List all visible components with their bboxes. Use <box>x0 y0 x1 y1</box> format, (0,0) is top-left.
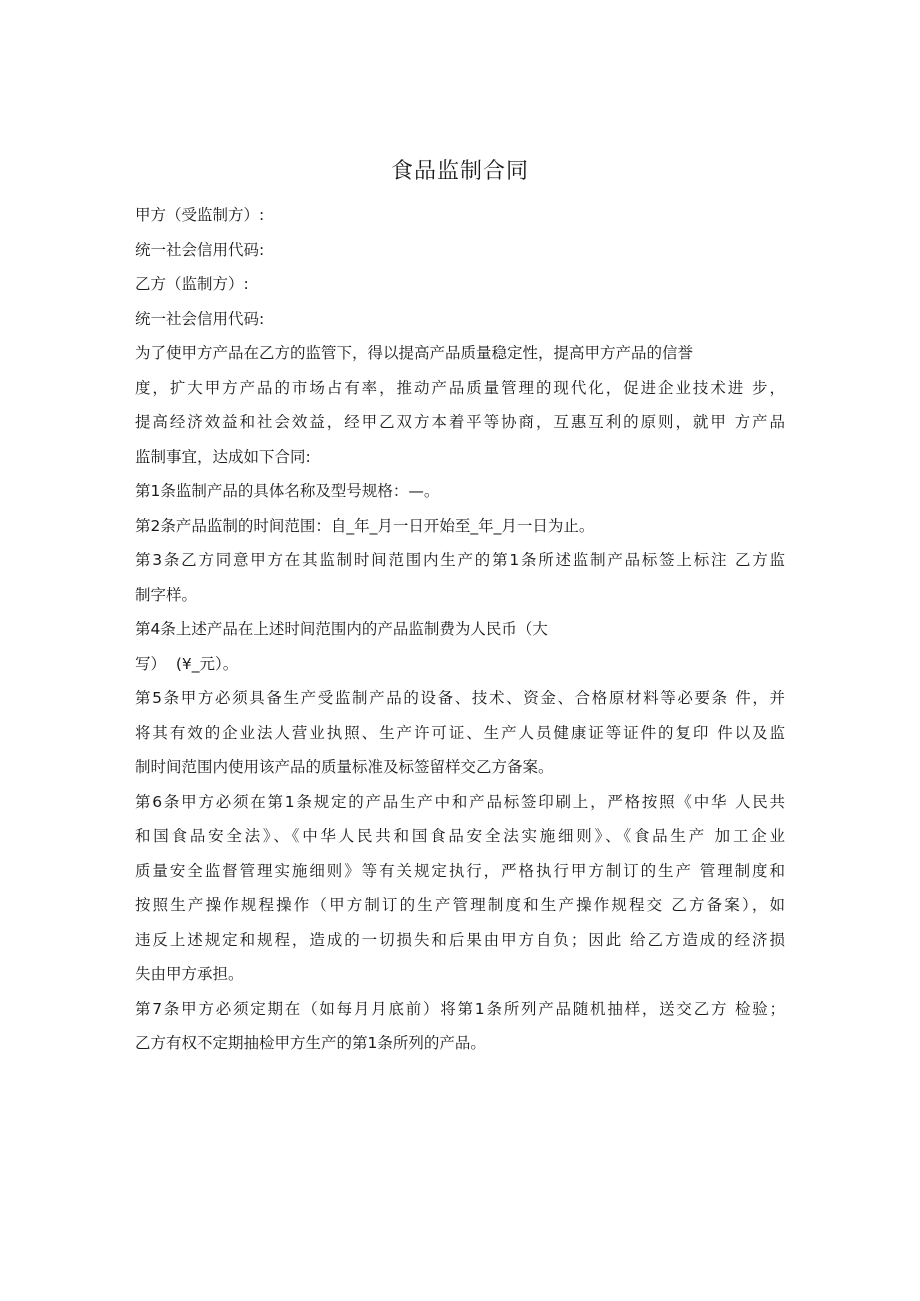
contract-line: 写） (¥_元）。 <box>135 654 239 673</box>
contract-line: 违反上述规定和规程，造成的一切损失和后果由甲方自负；因此 给乙方造成的经济损 <box>135 930 785 949</box>
contract-line: 监制事宜，达成如下合同: <box>135 447 311 466</box>
contract-line: 第7条甲方必须定期在（如每月月底前）将第1条所列产品随机抽样，送交乙方 检验； <box>135 999 785 1018</box>
contract-line: 第4条上述产品在上述时间范围内的产品监制费为人民币（大 <box>135 620 548 638</box>
contract-line: 质量安全监督管理实施细则》等有关规定执行，严格执行甲方制订的生产 管理制度和 <box>135 861 785 880</box>
contract-line: 第3条乙方同意甲方在其监制时间范围内生产的第1条所述监制产品标签上标注 乙方监 <box>135 551 785 569</box>
contract-line: 统一社会信用代码: <box>135 240 265 259</box>
contract-line: 度，扩大甲方产品的市场占有率，推动产品质量管理的现代化，促进企业技术进 步， <box>135 378 785 397</box>
contract-line: 失由甲方承担。 <box>135 965 244 983</box>
contract-line: 按照生产操作规程操作（甲方制订的生产管理制度和生产操作规程交 乙方备案），如 <box>135 896 785 914</box>
contract-line: 将其有效的企业法人营业执照、生产许可证、生产人员健康证等证件的复印 件以及监 <box>135 723 785 742</box>
contract-line: 乙方有权不定期抽检甲方生产的第1条所列的产品。 <box>135 1034 486 1052</box>
contract-line: 甲方（受监制方）: <box>135 206 265 224</box>
contract-line: 第5条甲方必须具备生产受监制产品的设备、技术、资金、合格原材料等必要条 件，并 <box>135 689 785 707</box>
document-title: 食品监制合同 <box>390 159 529 184</box>
contract-line: 为了使甲方产品在乙方的监管下，得以提高产品质量稳定性，提高甲方产品的信誉 <box>135 344 694 362</box>
contract-body <box>135 198 785 1061</box>
contract-line: 第1条监制产品的具体名称及型号规格：—。 <box>135 482 440 500</box>
contract-line: 提高经济效益和社会效益，经甲乙双方本着平等协商，互惠互利的原则，就甲 方产品 <box>135 413 785 431</box>
contract-line: 统一社会信用代码: <box>135 309 265 328</box>
contract-line: 乙方（监制方）: <box>135 275 249 293</box>
contract-line: 和国食品安全法》、《中华人民共和国食品安全法实施细则》、《食品生产 加工企业 <box>135 827 785 845</box>
contract-line: 制时间范围内使用该产品的质量标准及标签留样交乙方备案。 <box>135 758 554 776</box>
contract-line: 制字样。 <box>135 585 198 604</box>
contract-line: 第6条甲方必须在第1条规定的产品生产中和产品标签印刷上，严格按照《中华 人民共 <box>135 792 785 811</box>
contract-line: 第2条产品监制的时间范围：自_年_月一日开始至_年_月一日为止。 <box>135 516 595 535</box>
